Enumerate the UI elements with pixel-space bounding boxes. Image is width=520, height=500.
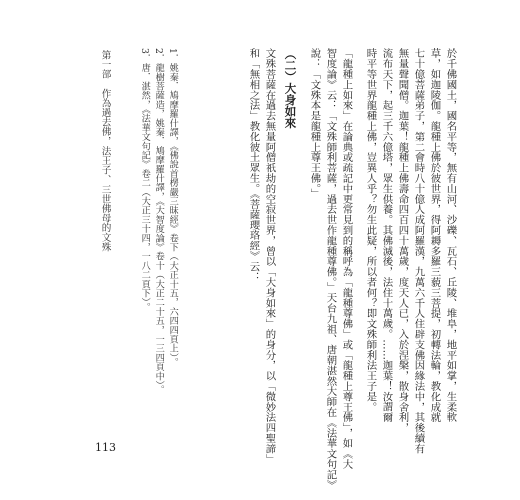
quote-line: 無量聲聞僧。迦葉！龍種上佛壽命四百四十萬歲，度天人已，入於涅槃，散身舍利， [396, 48, 409, 433]
quote-line: 草，如迦陵伽。龍種上佛於彼世界，得阿耨多羅三藐三菩提，初轉法輪，教化成就 [428, 48, 441, 423]
running-header: 第一部 作為過去佛，法王子、三世佛母的文殊 [99, 50, 111, 252]
body-line: 「龍種上如來」在論典或疏記中更常見到的稱呼為「龍種尊佛」或「龍種上尊王佛」，如《大 [340, 48, 353, 470]
body-line: 智度論》云：「文殊師利菩薩，過去世作龍種尊佛。」天台九祖、唐朝湛然大師在《法華文句記》 [324, 48, 337, 490]
quote-line: 流布天下，起三千六億塔，眾生供養。其佛滅後，法住十萬歲。……迦葉！汝謂爾 [380, 48, 393, 423]
footnote: 2．龍樹菩薩造，姚秦．鳩摩羅什譯，《大智度論》卷十（大正二十五，一三四頁中）。 [153, 48, 165, 395]
body-line: 說：「文殊本是龍種上尊王佛。」 [308, 48, 321, 199]
quote-line: 時平等世界龍種上佛，豈異人乎？勿生此疑，所以者何？即文殊師利法王子是。 [364, 48, 377, 412]
quote-line: 於千佛國土，國名平等，無有山河、沙礫、瓦石、丘陵、堆阜，地平如掌，生柔軟 [444, 48, 457, 423]
body-line: 文殊菩薩在過去無量阿僧祇劫的空寂世界，曾以「大身如來」的身分，以「微妙法四聖諦」 [263, 48, 276, 464]
footnote: 3．唐．湛然，《法華文句記》卷二（大正三十四，一八二頁下）。 [139, 48, 151, 312]
section-heading: （二）大身如來 [283, 48, 298, 129]
body-line: 和「無相之法」教化彼土眾生。《菩薩瓔珞經》云： [247, 48, 260, 282]
footnote: 1．姚秦．鳩摩羅什譯，《佛說首楞嚴三昧經》卷下（大正十五，六四四頁上）。 [167, 48, 179, 367]
quote-line: 七十億菩薩弟子，第二會時八十億人成阿羅漢，九萬六千人住辟支佛因緣法中，其後續有 [412, 48, 425, 454]
page-number: 113 [95, 441, 116, 454]
